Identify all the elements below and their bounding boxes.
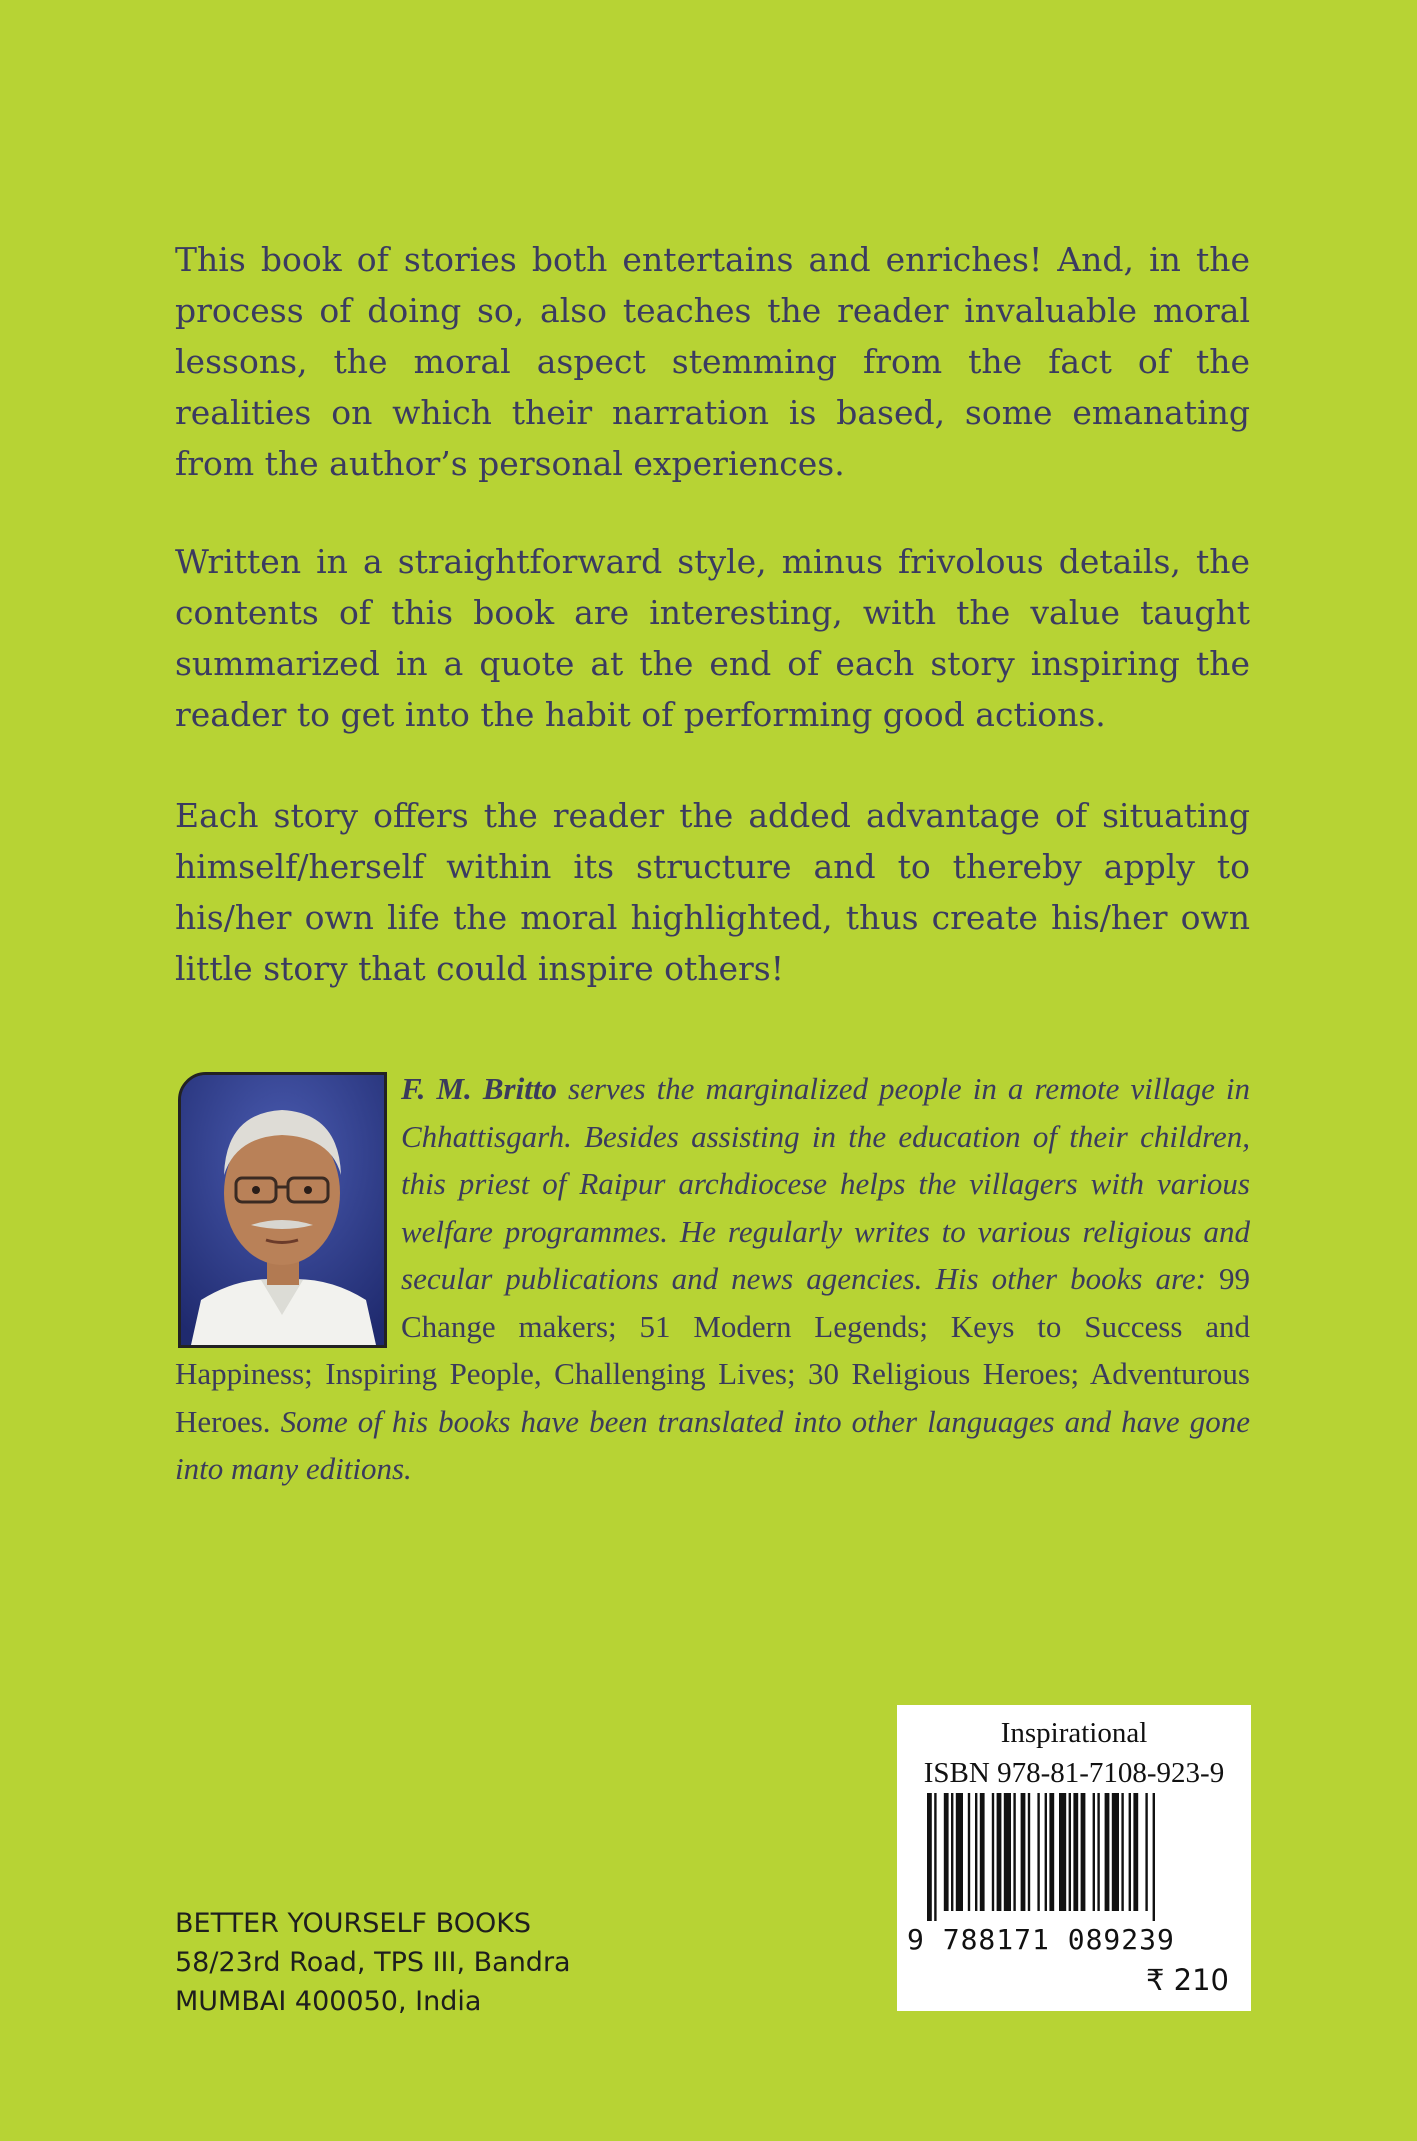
publisher-address-line-1: 58/23rd Road, TPS III, Bandra [175, 1947, 571, 1978]
barcode-number: 9 788171 089239 [907, 1923, 1175, 1956]
barcode-box [897, 1705, 1251, 2011]
author-books: 99 Change makers; 51 Modern Legends; Keys to Success and Happiness; Inspiring People, Challenging Lives; 30 Religious Heroes; Adventurous Heroes. [175, 1261, 1250, 1439]
blurb-paragraph-1: This book of stories both entertains and enriches! And, in the process of doing so, also teaches the reader invaluable moral lessons, the moral aspect stemming from the fact of the realities on which their narration is based, some emanating from the author’s personal experiences. [175, 240, 1250, 483]
publisher-name: BETTER YOURSELF BOOKS [175, 1908, 532, 1939]
publisher-address-line-2: MUMBAI 400050, India [175, 1986, 482, 2017]
publisher-block [175, 1904, 571, 2021]
author-bio [175, 1065, 1250, 1493]
book-genre: Inspirational [1000, 1717, 1148, 1749]
blurb-paragraph-2: Written in a straightforward style, minus frivolous details, the contents of this book are interesting, with the value taught summarized in a quote at the end of each story inspiring the reader to get into the habit of performing good actions. [175, 542, 1250, 734]
price-label: ₹ 210 [1145, 1963, 1229, 1997]
isbn-label: ISBN 978-81-7108-923-9 [923, 1757, 1225, 1789]
author-bio-outro: Some of his books have been translated into other languages and have gone into many editions. [175, 1403, 1250, 1486]
blurb-paragraph-3: Each story offers the reader the added advantage of situating himself/herself within its structure and to thereby apply to his/her own life the moral highlighted, thus create his/her own little story that could inspire others! [175, 796, 1250, 988]
author-bio-intro: serves the marginalized people in a remote village in Chhattisgarh. Besides assisting in the education of their children, this priest of Raipur archdiocese helps the villagers with various welfare programmes. He regularly writes to various religious and secular publications and news agencies. His other books are: [401, 1071, 1251, 1296]
barcode-icon [927, 1793, 1221, 1921]
author-name: F. M. Britto [401, 1071, 557, 1106]
photo-spacer [175, 1065, 401, 1350]
